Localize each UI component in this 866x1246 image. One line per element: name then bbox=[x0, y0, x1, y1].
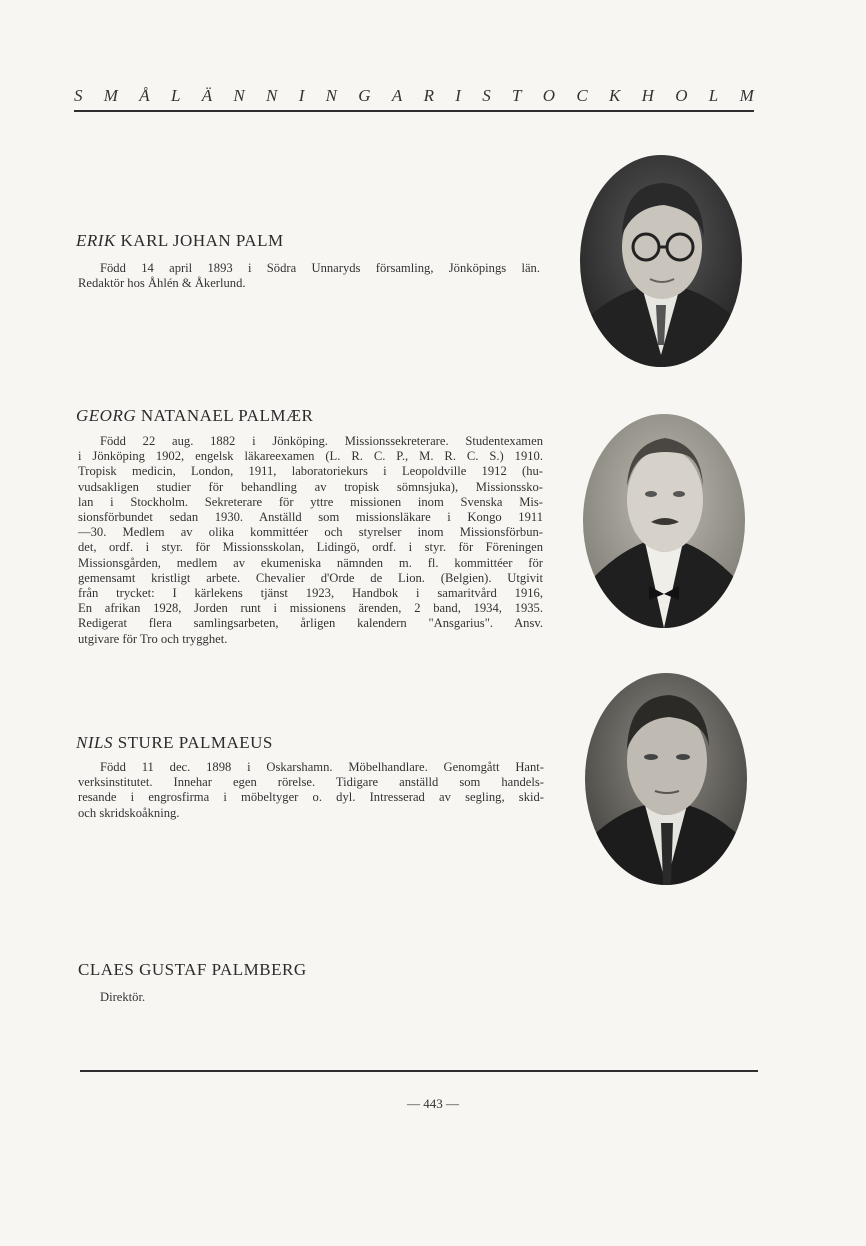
entry-surname: STURE PALMAEUS bbox=[112, 733, 273, 752]
running-head-letter: T bbox=[512, 86, 522, 105]
bio-line: i Jönköping 1902, engelsk läkareexamen (L. R. C. P., M. R. C. S.) 1910. bbox=[78, 449, 543, 464]
running-head-letter: O bbox=[542, 86, 556, 105]
bio-line: Född 11 dec. 1898 i Oskarshamn. Möbelhandlare. Genomgått Hant- bbox=[100, 760, 544, 774]
running-head-letter: Ä bbox=[201, 86, 213, 105]
entry-name bbox=[76, 231, 284, 251]
entry-name bbox=[78, 960, 307, 980]
entry-surname: NATANAEL PALMÆR bbox=[136, 406, 314, 425]
page-number: — 443 — bbox=[407, 1096, 459, 1111]
bio-line: —30. Medlem av olika kommittéer och styrelser inom Missionsförbun- bbox=[78, 525, 543, 540]
entry-surname: CLAES GUSTAF PALMBERG bbox=[78, 960, 307, 979]
running-head-letter: G bbox=[358, 86, 371, 105]
bio-line: Född 22 aug. 1882 i Jönköping. Missionssekreterare. Studentexamen bbox=[100, 434, 543, 448]
entry-name bbox=[76, 406, 313, 426]
running-head-letter: S bbox=[482, 86, 491, 105]
entry-bio bbox=[100, 990, 300, 1005]
running-head-letter: N bbox=[266, 86, 278, 105]
running-head-letter: L bbox=[170, 86, 181, 105]
portrait-photo bbox=[580, 155, 742, 367]
bio-line: Direktör. bbox=[100, 990, 146, 1004]
entry-bio bbox=[78, 760, 544, 821]
running-head-letter: I bbox=[298, 86, 305, 105]
running-head-letter: N bbox=[233, 86, 245, 105]
running-head-letter: A bbox=[391, 86, 403, 105]
running-head-letter: K bbox=[609, 86, 621, 105]
running-head-middle: I bbox=[455, 86, 461, 105]
bio-line: Tropisk medicin, London, 1911, laboratoriekurs i Leopoldville 1912 (hu- bbox=[78, 464, 543, 479]
entry-surname: KARL JOHAN PALM bbox=[115, 231, 284, 250]
bio-line: En afrikan 1928, Jorden runt i missionens ärenden, 2 band, 1934, 1935. bbox=[78, 601, 543, 616]
running-head-letter: S bbox=[74, 86, 83, 105]
running-head bbox=[74, 86, 754, 106]
portrait-erik-icon bbox=[580, 155, 742, 367]
running-head-letter: C bbox=[576, 86, 588, 105]
bio-line: Missionsgården, medlem av ekumeniska nämnden m. fl. kommittéer för bbox=[78, 555, 543, 570]
header-rule bbox=[74, 110, 754, 112]
bio-line: sionsförbundet sedan 1930. Anställd som missionsläkare i Kongo 1911 bbox=[78, 510, 543, 525]
bio-line: gemensamt kristligt arbete. Chevalier d'Orde de Lion. (Belgien). Utgivit bbox=[78, 570, 543, 585]
bio-line: resande i engrosfirma i möbeltyger o. dyl. Intresserad av segling, skid- bbox=[78, 790, 544, 805]
portrait-photo bbox=[583, 414, 745, 628]
bio-line: och skridskoåkning. bbox=[78, 805, 180, 820]
running-head-letter: R bbox=[423, 86, 434, 105]
bio-line: vudsakligen studier för behandling av tropisk sömnsjuka), Missionssko- bbox=[78, 479, 543, 494]
entry-given-name: NILS bbox=[76, 733, 113, 752]
running-head-letter: M bbox=[739, 86, 754, 105]
bio-line: det, ordf. i styr. för Missionsskolan, Lidingö, ordf. i styr. för Föreningen bbox=[78, 540, 543, 555]
bio-line: lan i Stockholm. Sekreterare för yttre missionen inom Svenska Mis- bbox=[78, 494, 543, 509]
portrait-georg-icon bbox=[583, 414, 745, 628]
running-head-letter: O bbox=[675, 86, 688, 105]
bio-line: Redaktör hos Åhlén & Åkerlund. bbox=[78, 276, 246, 291]
entry-name bbox=[76, 733, 273, 753]
entry-bio bbox=[78, 434, 543, 647]
portrait-photo bbox=[585, 673, 747, 885]
running-head-letter: N bbox=[325, 86, 337, 105]
entry-given-name: ERIK bbox=[76, 231, 116, 250]
running-head-letter: M bbox=[103, 86, 118, 105]
entry-given-name: GEORG bbox=[76, 406, 137, 425]
running-head-letter: Å bbox=[139, 86, 150, 105]
bio-line: Född 14 april 1893 i Södra Unnaryds församling, Jönköpings län. bbox=[100, 261, 540, 275]
bio-line: verksinstitutet. Innehar egen rörelse. Tidigare anställd som handels- bbox=[78, 775, 544, 790]
running-head-letter: L bbox=[708, 86, 719, 105]
bio-line: från trycket: I kärlekens tjänst 1923, Handbok i samaritvård 1916, bbox=[78, 586, 543, 601]
footer-rule bbox=[80, 1070, 758, 1072]
running-head-letter: H bbox=[641, 86, 654, 105]
bio-line: Redigerat flera samlingsarbeten, årligen kalendern "Ansgarius". Ansv. bbox=[78, 616, 543, 631]
portrait-nils-icon bbox=[585, 673, 747, 885]
entry-bio bbox=[78, 261, 540, 291]
bio-line: utgivare för Tro och trygghet. bbox=[78, 631, 228, 646]
